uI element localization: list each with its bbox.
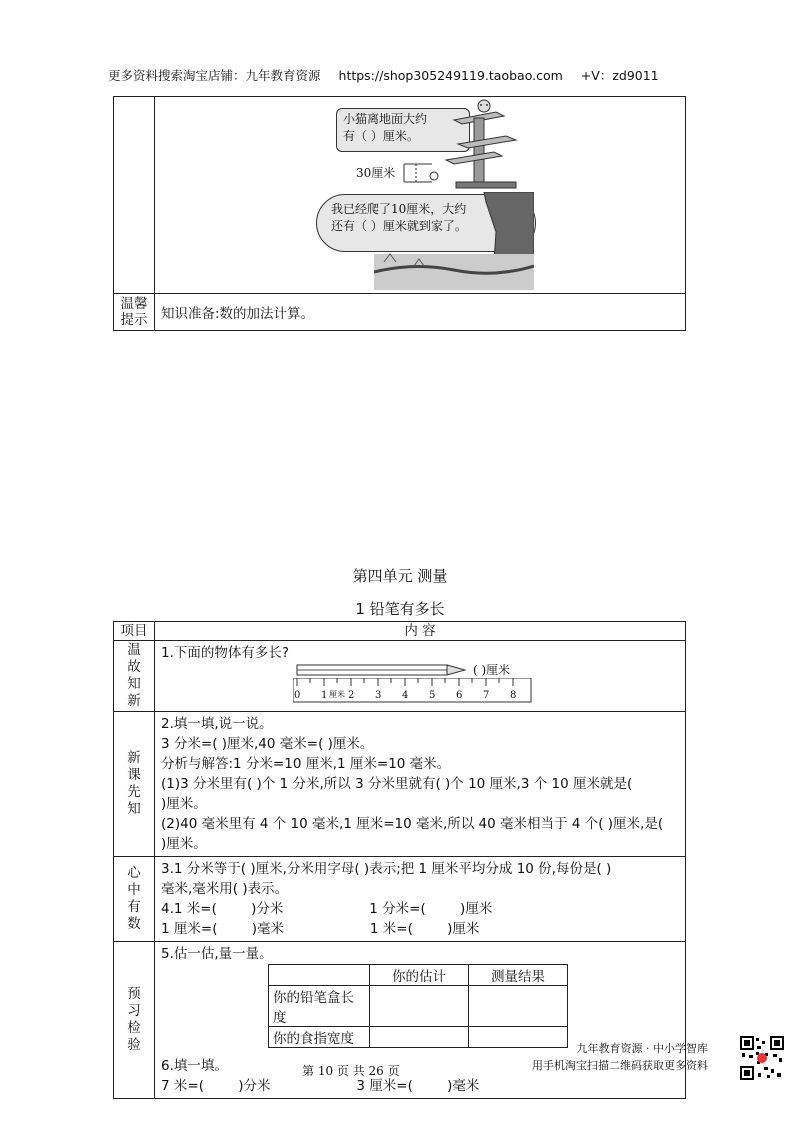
inner-row-label: 你的食指宽度 <box>269 1027 370 1048</box>
label-char: 新 <box>127 693 141 709</box>
ruler-icon <box>293 678 533 704</box>
tick-7: 7 <box>483 690 490 701</box>
question-3: 3.1 分米等于( )厘米,分米用字母( )表示;把 1 厘米平均分成 10 份,每份是( ) <box>161 861 612 877</box>
q4-line: 1 厘米=( )毫米 1 米=( )厘米 <box>161 921 480 937</box>
tick-6: 6 <box>456 690 463 701</box>
section-content-preview <box>155 942 686 1099</box>
tip-label-line1: 温馨 <box>120 296 148 312</box>
label-char: 检 <box>127 1020 141 1036</box>
tick-4: 4 <box>402 690 409 701</box>
lesson-title: 1 铅笔有多长 <box>355 600 445 618</box>
label-char: 数 <box>127 916 141 932</box>
header-shop: 更多资料搜索淘宝店铺：九年教育资源 <box>108 68 321 83</box>
ruler-answer: ( )厘米 <box>473 663 511 677</box>
qr-code-icon[interactable] <box>740 1036 784 1080</box>
label-char: 习 <box>127 1003 141 1019</box>
tick-2: 2 <box>348 690 355 701</box>
q6-line: 7 米=( )分米 3 厘米=( )毫米 <box>161 1078 480 1094</box>
q2-line: 3 分米=( )厘米,40 毫米=( )厘米。 <box>161 736 374 752</box>
unit-title: 第四单元 测量 <box>352 567 448 585</box>
q2-line: )厘米。 <box>161 796 207 812</box>
q2-line: )厘米。 <box>161 836 207 852</box>
question-1: 1.下面的物体有多长? <box>161 645 290 661</box>
tip-text: 知识准备:数的加法计算。 <box>155 294 686 331</box>
q2-line: 分析与解答:1 分米=10 厘米,1 厘米=10 毫米。 <box>161 756 451 772</box>
q2-line: (1)3 分米里有( )个 1 分米,所以 3 分米里就有( )个 10 厘米,3 个 10 厘米就是( <box>161 776 633 792</box>
section-label-review <box>114 641 155 712</box>
figure-cell <box>155 97 686 294</box>
label-char: 预 <box>127 986 141 1002</box>
label-char: 知 <box>127 801 141 817</box>
bubble2-line1: 我已经爬了10厘米，大约 <box>331 202 467 216</box>
label-char: 温 <box>127 642 141 658</box>
label-char: 心 <box>127 865 141 881</box>
question-6: 6.填一填。 <box>161 1058 228 1074</box>
inner-row-label: 你的铅笔盒长度 <box>269 986 370 1027</box>
tip-label <box>114 294 155 331</box>
top-table <box>113 96 686 331</box>
inner-header: 你的估计 <box>370 965 469 986</box>
brand-line1: 九年教育资源 · 中小学智库 <box>576 1042 708 1055</box>
tip-label-line2: 提示 <box>120 312 148 328</box>
measure-arrow-icon <box>402 162 442 184</box>
page-header <box>108 66 677 84</box>
page-footer: 第 10 页 共 26 页 <box>302 1064 400 1078</box>
main-table <box>113 621 686 1099</box>
label-char: 中 <box>127 882 141 898</box>
col-header-content: 内 容 <box>155 622 686 641</box>
tick-8: 8 <box>510 690 517 701</box>
header-url[interactable]: https://shop305249119.taobao.com <box>338 68 563 83</box>
section-label-new <box>114 712 155 857</box>
label-char: 验 <box>127 1037 141 1053</box>
section-label-preview <box>114 942 155 1099</box>
bubble1-line1: 小猫离地面大约 <box>343 112 428 126</box>
estimate-cell[interactable] <box>370 1027 469 1048</box>
estimate-table <box>268 964 568 1048</box>
section-content-review <box>155 641 686 712</box>
tick-1: 1 <box>321 690 328 701</box>
brand-block <box>532 1040 708 1074</box>
q2-line: (2)40 毫米里有 4 个 10 毫米,1 厘米=10 毫米,所以 40 毫米相当于 4 个( )厘米,是( <box>161 816 664 832</box>
tick-unit: 厘米 <box>329 690 345 699</box>
tick-3: 3 <box>375 690 382 701</box>
measure-cell[interactable] <box>469 986 568 1027</box>
bubble2-line2: 还有（ ）厘米就到家了。 <box>331 219 467 233</box>
measure-label: 30厘米 <box>356 166 396 180</box>
label-char: 故 <box>127 659 141 675</box>
header-contact: +V：zd9011 <box>580 68 659 83</box>
tick-5: 5 <box>429 690 436 701</box>
question-4: 4.1 米=( )分米 1 分米=( )厘米 <box>161 901 493 917</box>
label-char: 知 <box>127 676 141 692</box>
question-5: 5.估一估,量一量。 <box>161 946 273 962</box>
section-content-new <box>155 712 686 857</box>
ruler-figure <box>161 663 679 705</box>
tick-0: 0 <box>294 690 301 701</box>
q3-line: 毫米,毫米用( )表示。 <box>161 881 289 897</box>
inner-header: 测量结果 <box>469 965 568 986</box>
cat-figure <box>156 98 684 292</box>
estimate-cell[interactable] <box>370 986 469 1027</box>
cat-tree-icon <box>436 98 526 193</box>
col-header-item: 项目 <box>114 622 155 641</box>
label-char: 先 <box>127 784 141 800</box>
label-char: 课 <box>127 767 141 783</box>
pencil-icon <box>293 663 473 677</box>
inner-header <box>269 965 370 986</box>
section-label-mind <box>114 857 155 942</box>
label-char: 有 <box>127 899 141 915</box>
tree-scene-icon <box>374 192 534 290</box>
bubble1-line2: 有（ ）厘米。 <box>343 129 419 143</box>
label-char: 新 <box>127 750 141 766</box>
question-2: 2.填一填,说一说。 <box>161 716 273 732</box>
brand-line2: 用手机淘宝扫描二维码获取更多资料 <box>532 1059 708 1072</box>
section-content-mind <box>155 857 686 942</box>
